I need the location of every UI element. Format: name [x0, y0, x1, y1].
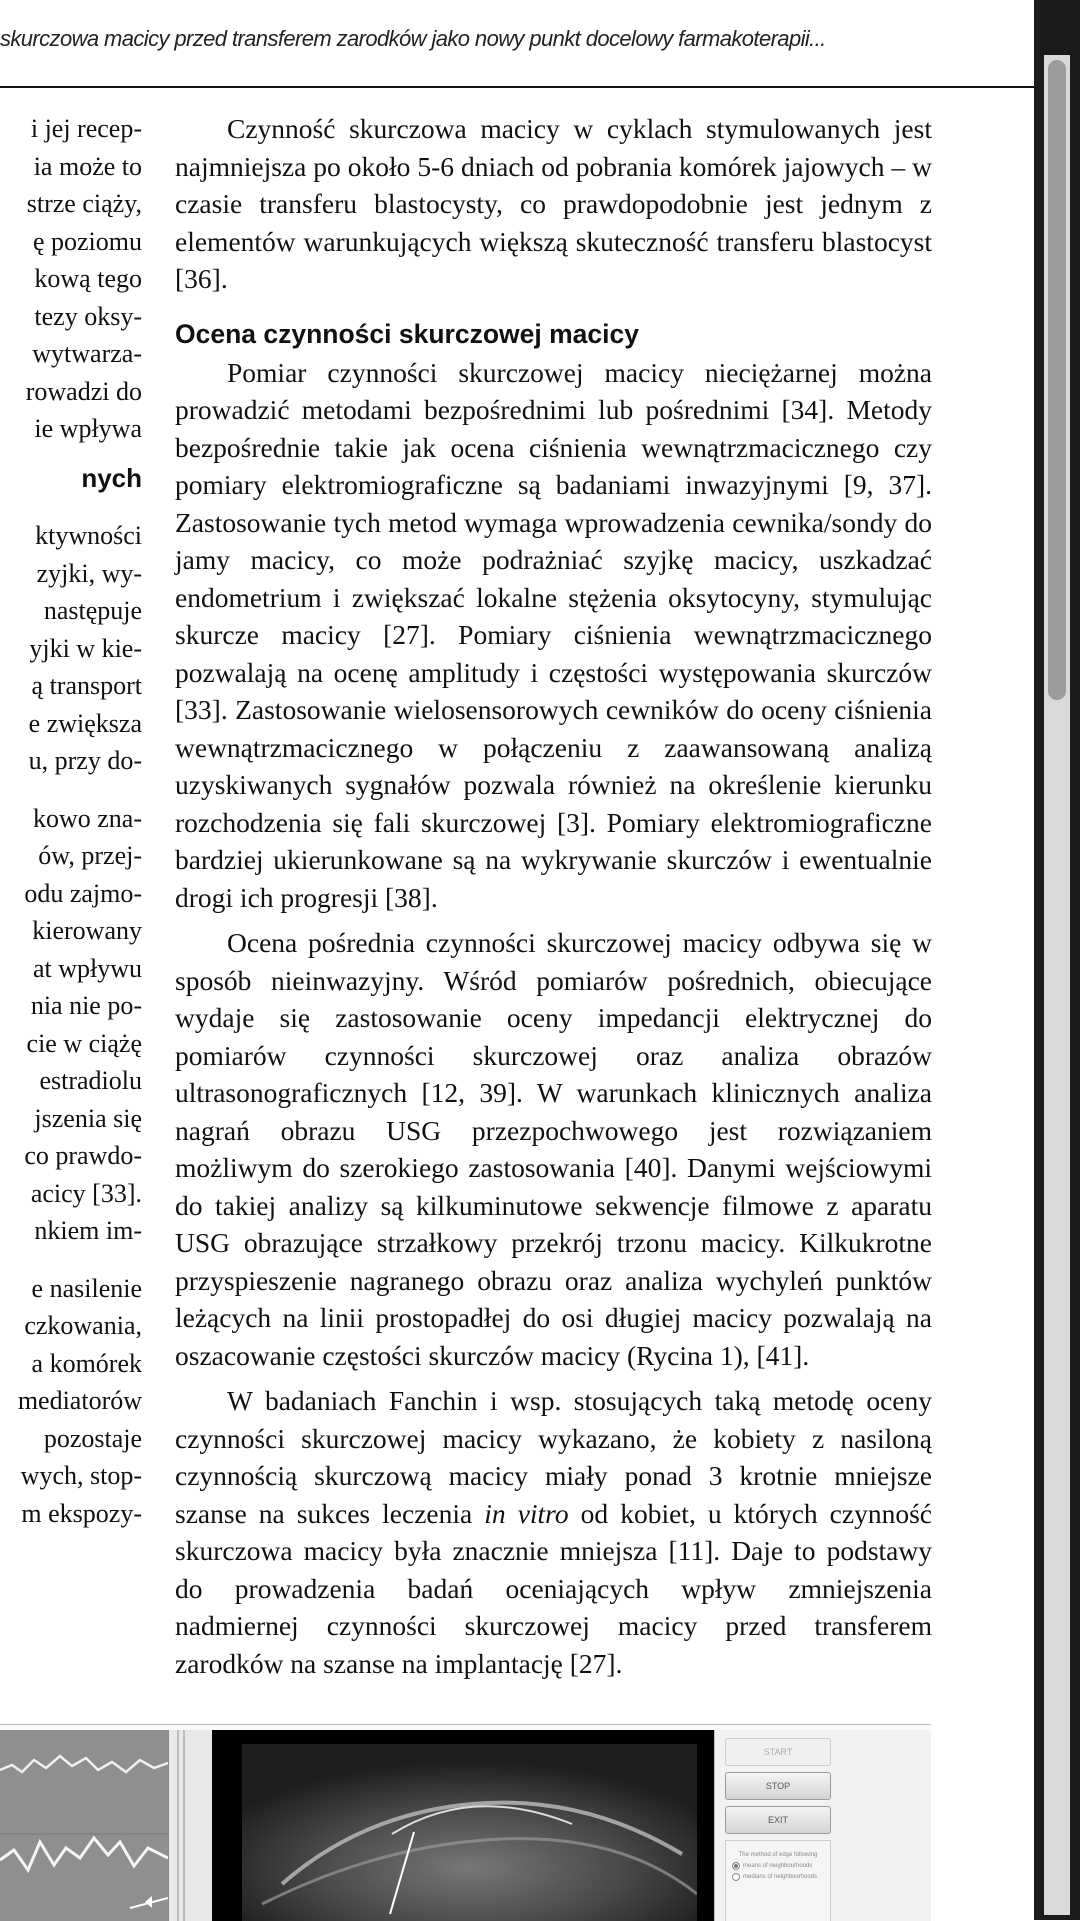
paragraph-1: Czynność skurczowa macicy w cyklach stymulowanych jest najmniejsza po około 5-6 dniach od pobrania komórek jajowych – w czasie transferu blastocysty, co prawdopodobnie jest jednym z elementów warunkujących większą skuteczność transferu blastocyst [36]. — [175, 113, 932, 294]
left-column-line: co prawdo- — [24, 1141, 142, 1170]
left-column-line: kową tego — [34, 264, 142, 293]
left-column-line: e zwiększa — [28, 708, 142, 738]
left-column-line: czkowania, — [24, 1311, 142, 1340]
running-header — [0, 0, 1080, 88]
left-column-line: tezy oksy- — [34, 301, 142, 331]
left-column-line: m ekspozy- — [21, 1498, 142, 1528]
left-column-fragment — [0, 110, 142, 1532]
right-column — [175, 110, 932, 1682]
paragraph-4-text-a: W badaniach Fanchin i wsp. stosujących taką metodę oceny czynności skurczowej macicy wykazano, że kobiety z nasiloną czynnością skurczową macicy miały ponad 3 krotnie mniejsze szanse na sukces leczenia — [175, 1385, 932, 1529]
left-column-line: estradiolu — [39, 1066, 142, 1095]
paragraph-4 — [175, 1382, 932, 1682]
left-column-group-4 — [0, 1270, 142, 1533]
left-column-line: nia nie po- — [30, 991, 142, 1020]
radio-medians[interactable]: medians of neighbourhoods — [732, 1873, 830, 1881]
left-column-group-1 — [0, 110, 142, 448]
left-column-line: jszenia się — [34, 1103, 142, 1133]
left-column-group-3 — [0, 800, 142, 1250]
left-column-line: ktywności — [35, 521, 142, 550]
left-column-line: kowo zna- — [32, 803, 142, 833]
control-panel — [714, 1730, 931, 1921]
left-column-line: rowadzi do — [25, 376, 142, 406]
left-column-line: acicy [33]. — [30, 1178, 142, 1208]
left-column-line: i jej recep- — [30, 114, 142, 143]
left-column-line: at wpływu — [32, 953, 142, 983]
method-title: The method of edge following — [738, 1852, 818, 1858]
left-column-line: strze ciąży, — [26, 189, 142, 218]
paragraph-4-text-b: od kobiet, u których czynność skurczowa macicy była znacznie mniejsza [11]. Daje to podstawy do prowadzenia badań oceniających wpływ zmniejszenia nadmiernej czynności skurczowej macicy przed transferem zarodków na szanse na implantację [27]. — [175, 1497, 933, 1679]
paragraph-4-italic: in vitro — [484, 1497, 569, 1529]
left-column-line: następuje — [43, 596, 142, 625]
left-column-line: ę poziomu — [32, 226, 142, 256]
scroll-thumb[interactable] — [1048, 60, 1066, 700]
left-column-line: a komórek — [31, 1348, 142, 1378]
method-selector — [725, 1840, 831, 1921]
figure-1-screenshot — [0, 1724, 931, 1921]
vertical-scrollbar[interactable] — [1034, 0, 1080, 1920]
paragraph-3: Ocena pośrednia czynności skurczowej macicy odbywa się w sposób nieinwazyjny. Wśród pomiarów pośrednich, obiecujące wydaje się zastosowanie oceny impedancji elektrycznej do pomiarów czynności skurczowej oraz analiza obrazów ultrasonograficznych [12, 39]. W warunkach klinicznych analiza nagrań obrazu USG przezpochwowego jest rozwiązaniem możliwym do szerokiego zastosowania [40]. Danymi wejściowymi do takiej analizy są kilkuminutowe sekwencje filmowe z aparatu USG obrazujące strzałkowy przekrój trzonu macicy. Kilkukrotne przyspieszenie nagranego obrazu oraz analiza wychyleń punktów leżących na linii prostopadłej do osi długiej macicy pozwalają na oszacowanie częstości skurczów macicy (Rycina 1), [41]. — [175, 927, 932, 1371]
left-column-line: cie w ciążę — [26, 1028, 142, 1058]
left-column-line: wytwarza- — [32, 339, 142, 368]
exit-button[interactable]: EXIT — [725, 1806, 831, 1834]
paragraph-2: Pomiar czynności skurczowej macicy nieciężarnej można prowadzić metodami bezpośrednimi lub pośrednimi [34]. Metody bezpośrednie takie jak ocena ciśnienia wewnątrzmacicznego czy pomiary elektromiograficzne są badaniami inwazyjnymi [9, 37]. Zastosowanie tych metod wymaga wprowadzenia cewnika/sondy do jamy macicy, co może podrażniać szyjkę macicy, uszkadzać endometrium i zwiększać lokalne stężenia oksytocyny, stymulując skurcze macicy [27]. Pomiary ciśnienia wewnątrzmacicznego pozwalają na ocenę amplitudy i częstości występowania skurczów [33]. Zastosowanie wielosensorowych cewników do oceny ciśnienia wewnątrzmacicznego w połączeniu z zaawansowaną analizą uzyskiwanych sygnałów pozwala również na określenie kierunku rozchodzenia się fali skurczowej [3]. Pomiary elektromiograficzne bardziej ukierunkowane są na wykrywanie skurczów i ewentualnie drogi ich progresji [38]. — [175, 356, 932, 913]
left-column-line: yjki w kie- — [29, 633, 142, 663]
left-column-group-2 — [0, 517, 142, 780]
left-column-line: nkiem im- — [34, 1216, 142, 1245]
ultrasound-image-panel — [212, 1730, 714, 1921]
left-column-line: ów, przej- — [38, 841, 142, 870]
left-column-line: e nasilenie — [31, 1273, 142, 1303]
left-column-line: odu zajmo- — [24, 878, 142, 908]
left-column-line: kierowany — [32, 916, 142, 945]
contraction-graph-panel — [0, 1730, 168, 1921]
panel-splitter[interactable] — [168, 1730, 214, 1921]
start-button[interactable]: START — [725, 1738, 831, 1766]
left-column-line: pozostaje — [43, 1423, 142, 1453]
left-column-line: ie wpływa — [34, 414, 142, 443]
left-column-line: mediatorów — [17, 1386, 142, 1415]
left-column-line: zyjki, wy- — [36, 558, 142, 588]
radio-means[interactable]: means of neighbourhoods — [732, 1862, 830, 1870]
left-column-line: ia może to — [33, 151, 142, 181]
running-title: skurczowa macicy przed transferem zarodków jako nowy punkt docelowy farmakoterapii... — [0, 26, 826, 51]
stop-button[interactable]: STOP — [725, 1772, 831, 1800]
left-column-line: ą transport — [31, 671, 142, 700]
section-heading: Ocena czynności skurczowej macicy — [175, 318, 639, 349]
left-heading-fragment: nych — [81, 462, 142, 493]
left-column-line: u, przy do- — [28, 746, 142, 775]
left-column-line: wych, stop- — [20, 1461, 142, 1490]
